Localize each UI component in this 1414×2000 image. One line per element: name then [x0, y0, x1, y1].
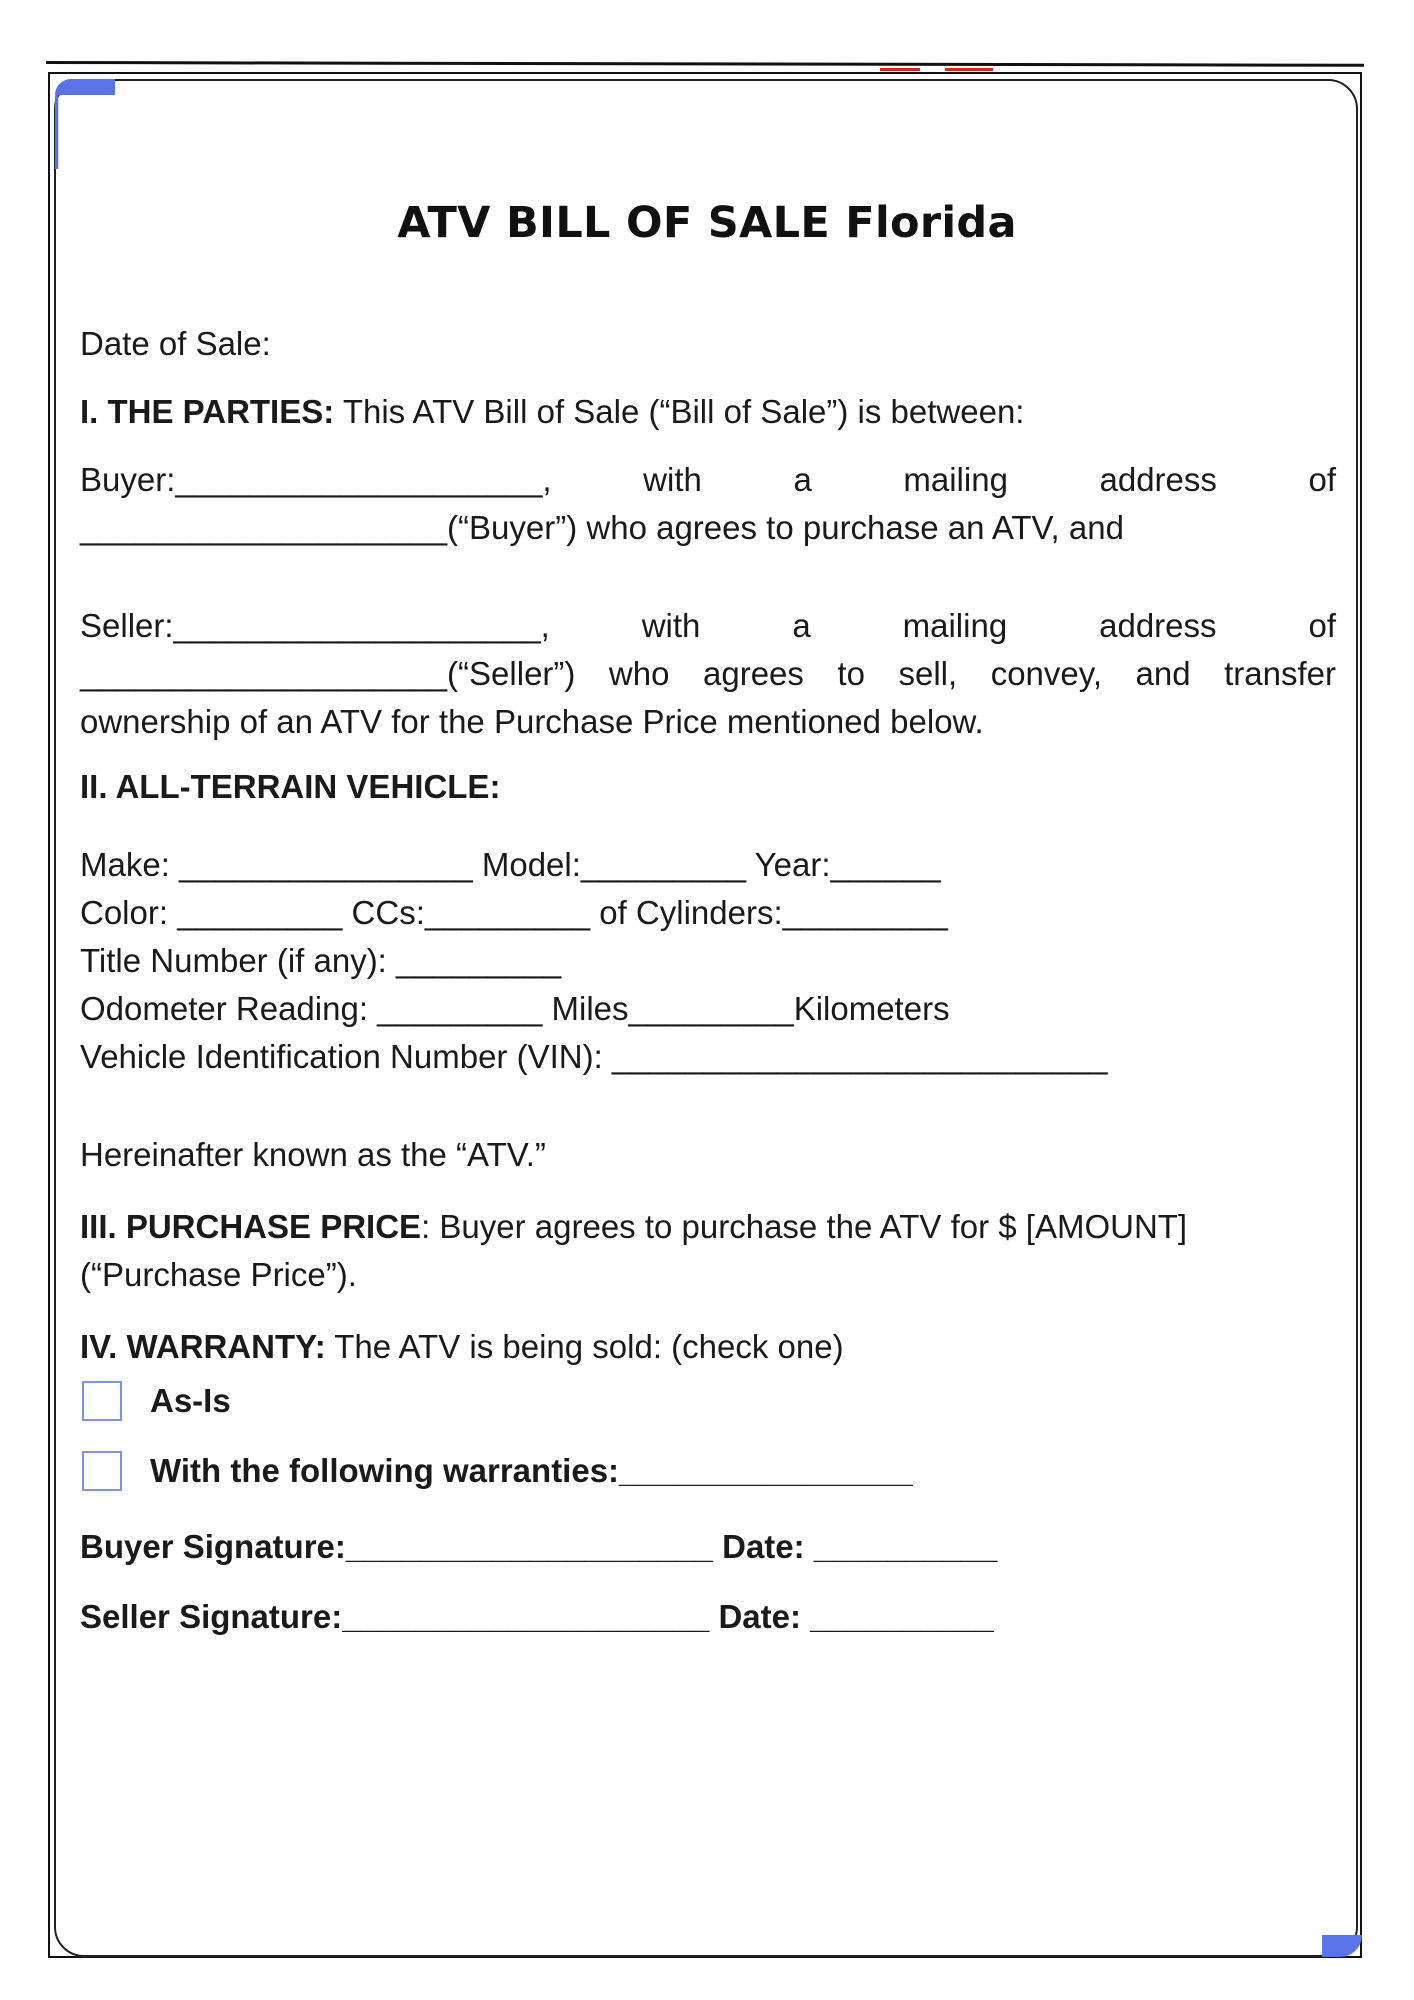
parties-paragraph	[80, 388, 1336, 436]
buyer-signature-line[interactable]	[80, 1523, 1336, 1571]
red-tick-mark	[945, 68, 993, 71]
vehicle-heading-text: II. ALL-TERRAIN VEHICLE:	[80, 768, 501, 805]
document-body	[80, 320, 1336, 1641]
seller-line-3: ownership of an ATV for the Purchase Price mentioned below.	[80, 703, 984, 740]
date-of-sale: Date of Sale:	[80, 325, 271, 362]
price-text: : Buyer agrees to purchase the ATV for $ [AMOUNT]	[421, 1208, 1188, 1245]
warranty-heading: IV. WARRANTY:	[80, 1328, 326, 1365]
seller-signature-line[interactable]	[80, 1593, 1336, 1641]
vehicle-odometer-line[interactable]: Odometer Reading: _________ Miles_________Kilometers	[80, 990, 950, 1027]
with-warranties-checkbox[interactable]	[82, 1451, 122, 1491]
with-warranties-label: With the following warranties:________________	[150, 1452, 913, 1489]
vehicle-color-line[interactable]: Color: _________ CCs:_________ of Cylinders:_________	[80, 894, 948, 931]
price-text-2: (“Purchase Price”).	[80, 1256, 357, 1293]
vehicle-title-line[interactable]: Title Number (if any): _________	[80, 942, 562, 979]
vehicle-heading	[80, 763, 1336, 811]
warranty-text: The ATV is being sold: (check one)	[325, 1328, 844, 1365]
vehicle-vin-line[interactable]: Vehicle Identification Number (VIN): ___________________________	[80, 1038, 1108, 1075]
price-heading: III. PURCHASE PRICE	[80, 1208, 422, 1245]
buyer-signature-text: Buyer Signature:____________________ Date: __________	[80, 1528, 998, 1565]
seller-line-2[interactable]: ____________________(“Seller”) who agrees to sell, convey, and transfer	[80, 655, 1336, 692]
red-tick-mark	[880, 68, 920, 71]
seller-signature-text: Seller Signature:____________________ Date: __________	[80, 1598, 994, 1635]
top-border-rule	[46, 61, 1364, 67]
seller-line-1[interactable]: Seller:____________________, with a mailing address of	[80, 607, 1336, 644]
warranty-paragraph	[80, 1323, 1336, 1371]
parties-text: This ATV Bill of Sale (“Bill of Sale”) is between:	[334, 393, 1025, 430]
parties-heading: I. THE PARTIES:	[80, 393, 335, 430]
hereinafter-text: Hereinafter known as the “ATV.”	[80, 1136, 546, 1173]
buyer-line-1[interactable]: Buyer:____________________, with a mailing address of	[80, 461, 1336, 498]
warranty-option-as-is[interactable]	[80, 1375, 1336, 1427]
warranty-option-with-warranties[interactable]	[80, 1445, 1336, 1497]
document-title: ATV BILL OF SALE Florida	[397, 198, 1017, 248]
as-is-checkbox[interactable]	[82, 1381, 122, 1421]
price-paragraph	[80, 1203, 1336, 1251]
as-is-label: As-Is	[150, 1382, 231, 1419]
buyer-line-2[interactable]: ____________________(“Buyer”) who agrees to purchase an ATV, and	[80, 509, 1124, 546]
vehicle-make-line[interactable]: Make: ________________ Model:_________ Year:______	[80, 846, 941, 883]
